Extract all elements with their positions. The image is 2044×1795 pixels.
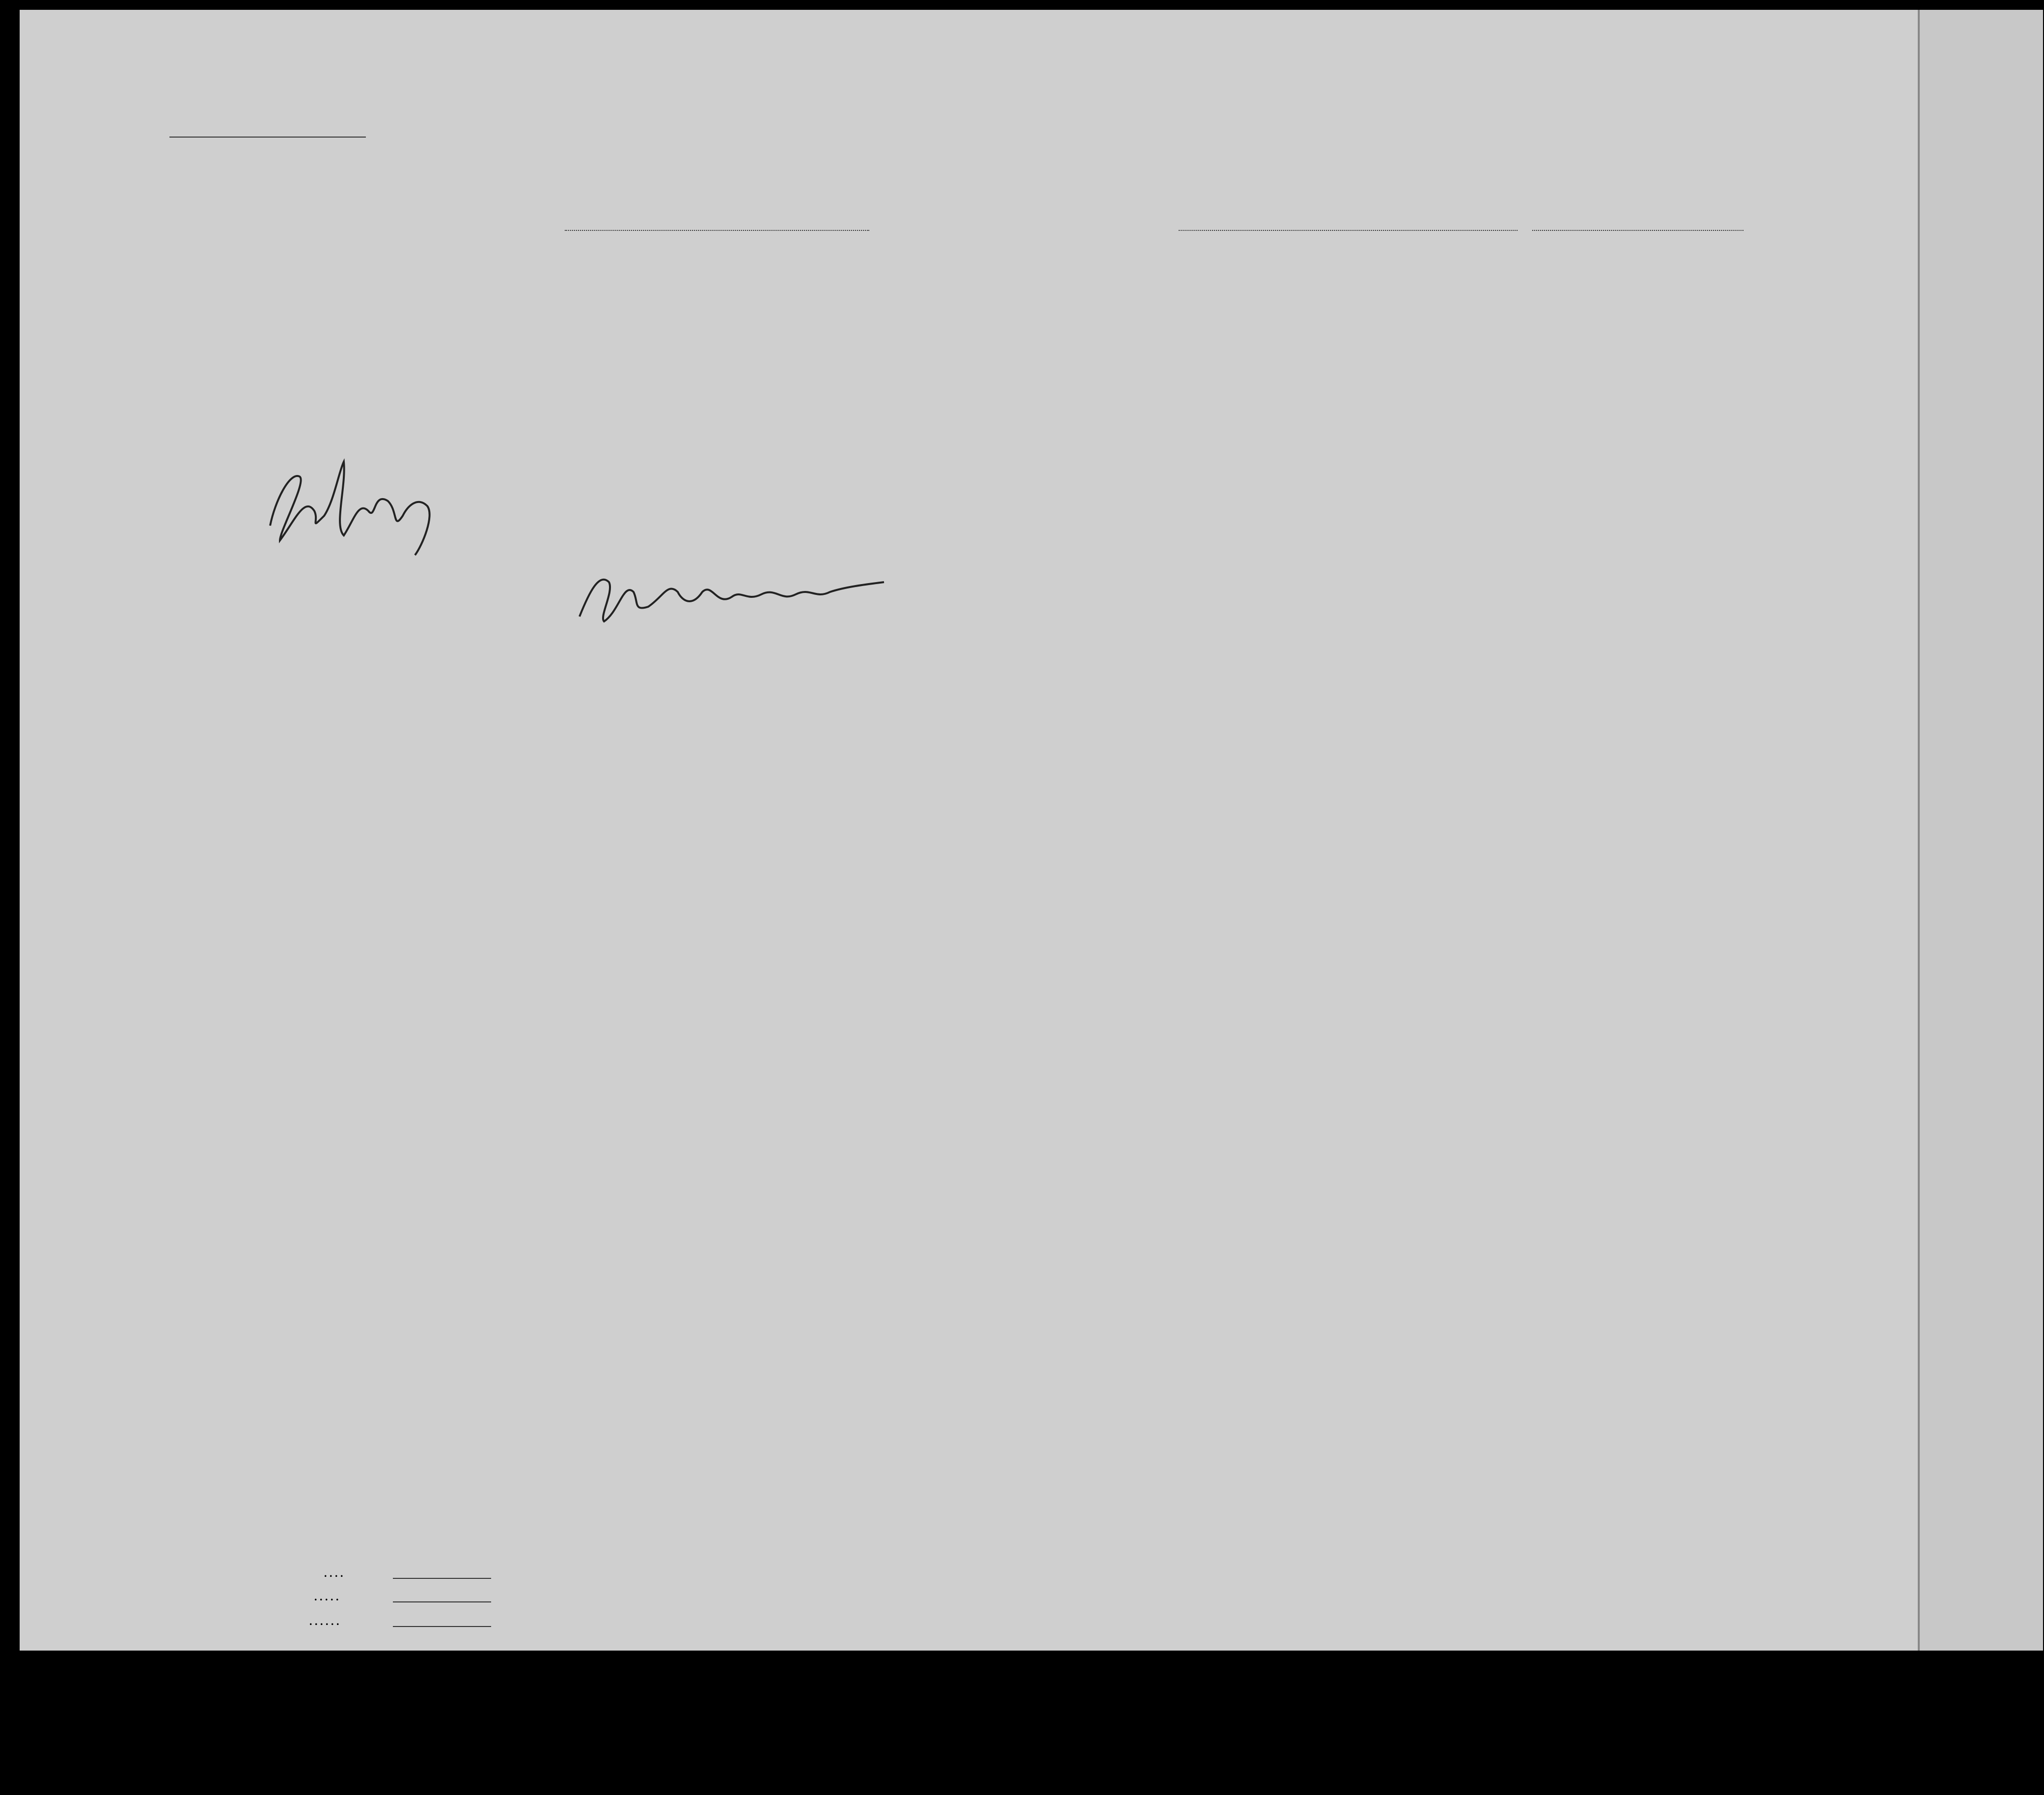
total-passengers-line (393, 1578, 491, 1579)
signature-2 (570, 562, 894, 636)
footer-us-dots: . . . . . (314, 1591, 339, 1603)
footer-aliens-dots: . . . . . . (309, 1615, 339, 1627)
us-citizens-line (393, 1601, 491, 1602)
manifest-grid (20, 10, 2043, 1651)
footer-total-dots: . . . . (324, 1567, 343, 1579)
signature-1 (260, 442, 516, 560)
manifest-sheet (20, 10, 2043, 1651)
aliens-line (393, 1626, 491, 1627)
